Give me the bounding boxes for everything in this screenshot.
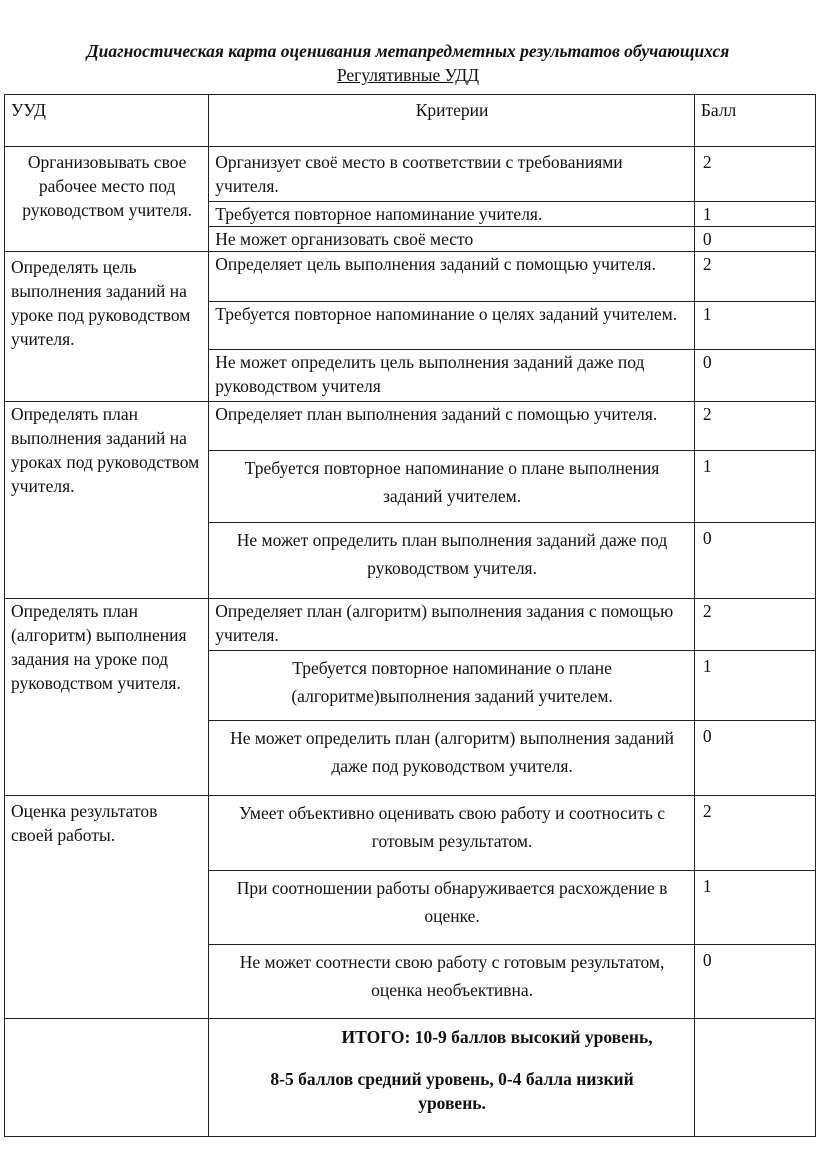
criterion-cell: Определяет цель выполнения заданий с помощью учителя. bbox=[209, 252, 695, 302]
score-cell: 2 bbox=[694, 599, 815, 651]
criterion-cell: Организует своё место в соответствии с требованиями учителя. bbox=[209, 147, 695, 202]
score-cell: 2 bbox=[694, 252, 815, 302]
table-row bbox=[5, 147, 816, 202]
score-cell: 0 bbox=[694, 227, 815, 252]
total-line-1: ИТОГО: 10-9 баллов высокий уровень, bbox=[341, 1027, 653, 1047]
score-cell: 1 bbox=[694, 651, 815, 721]
total-cell bbox=[209, 1019, 695, 1137]
score-cell: 1 bbox=[694, 451, 815, 523]
criterion-cell: Не может определить план выполнения заданий даже под руководством учителя. bbox=[209, 523, 695, 599]
score-cell: 1 bbox=[694, 202, 815, 227]
total-score-empty-cell bbox=[694, 1019, 815, 1137]
criterion-cell: При соотношении работы обнаруживается расхождение в оценке. bbox=[209, 871, 695, 945]
table-row bbox=[5, 252, 816, 302]
score-cell: 0 bbox=[694, 721, 815, 796]
criterion-cell: Не может соотнести свою работу с готовым результатом, оценка необъективна. bbox=[209, 945, 695, 1019]
criterion-cell: Определяет план (алгоритм) выполнения задания с помощью учителя. bbox=[209, 599, 695, 651]
header-criteria: Критерии bbox=[209, 95, 695, 147]
score-cell: 1 bbox=[694, 302, 815, 350]
criterion-cell: Определяет план выполнения заданий с помощью учителя. bbox=[209, 402, 695, 451]
criterion-cell: Требуется повторное напоминание о плане выполнения заданий учителем. bbox=[209, 451, 695, 523]
table-row bbox=[5, 796, 816, 871]
criterion-cell: Не может определить цель выполнения заданий даже под руководством учителя bbox=[209, 350, 695, 402]
criterion-cell: Умеет объективно оценивать свою работу и соотносить с готовым результатом. bbox=[209, 796, 695, 871]
skill-cell: Определять цель выполнения заданий на уроке под руководством учителя. bbox=[5, 252, 209, 402]
criterion-cell: Требуется повторное напоминание учителя. bbox=[209, 202, 695, 227]
table-row bbox=[5, 599, 816, 651]
total-empty-cell bbox=[5, 1019, 209, 1137]
table-row bbox=[5, 402, 816, 451]
header-uud: УУД bbox=[5, 95, 209, 147]
total-row bbox=[5, 1019, 816, 1137]
score-cell: 1 bbox=[694, 871, 815, 945]
criterion-cell: Не может организовать своё место bbox=[209, 227, 695, 252]
score-cell: 0 bbox=[694, 350, 815, 402]
total-line-2: 8-5 баллов средний уровень, 0-4 балла низкий уровень. bbox=[270, 1069, 634, 1113]
score-cell: 0 bbox=[694, 523, 815, 599]
document-subtitle: Регулятивные УДД bbox=[336, 65, 480, 85]
criterion-cell: Требуется повторное напоминание о плане (алгоритме)выполнения заданий учителем. bbox=[209, 651, 695, 721]
score-cell: 2 bbox=[694, 147, 815, 202]
score-cell: 0 bbox=[694, 945, 815, 1019]
criterion-cell: Не может определить план (алгоритм) выполнения заданий даже под руководством учителя. bbox=[209, 721, 695, 796]
table-header-row bbox=[5, 95, 816, 147]
skill-cell: Определять план выполнения заданий на уроках под руководством учителя. bbox=[5, 402, 209, 599]
skill-cell: Определять план (алгоритм) выполнения задания на уроке под руководством учителя. bbox=[5, 599, 209, 796]
criterion-cell: Требуется повторное напоминание о целях заданий учителем. bbox=[209, 302, 695, 350]
skill-cell: Оценка результатов своей работы. bbox=[5, 796, 209, 1019]
score-cell: 2 bbox=[694, 796, 815, 871]
document-title: Диагностическая карта оценивания метапредметных результатов обучающихся bbox=[86, 41, 730, 61]
header-score: Балл bbox=[694, 95, 815, 147]
score-cell: 2 bbox=[694, 402, 815, 451]
skill-cell: Организовывать свое рабочее место под руководством учителя. bbox=[5, 147, 209, 252]
assessment-table bbox=[4, 94, 816, 1137]
